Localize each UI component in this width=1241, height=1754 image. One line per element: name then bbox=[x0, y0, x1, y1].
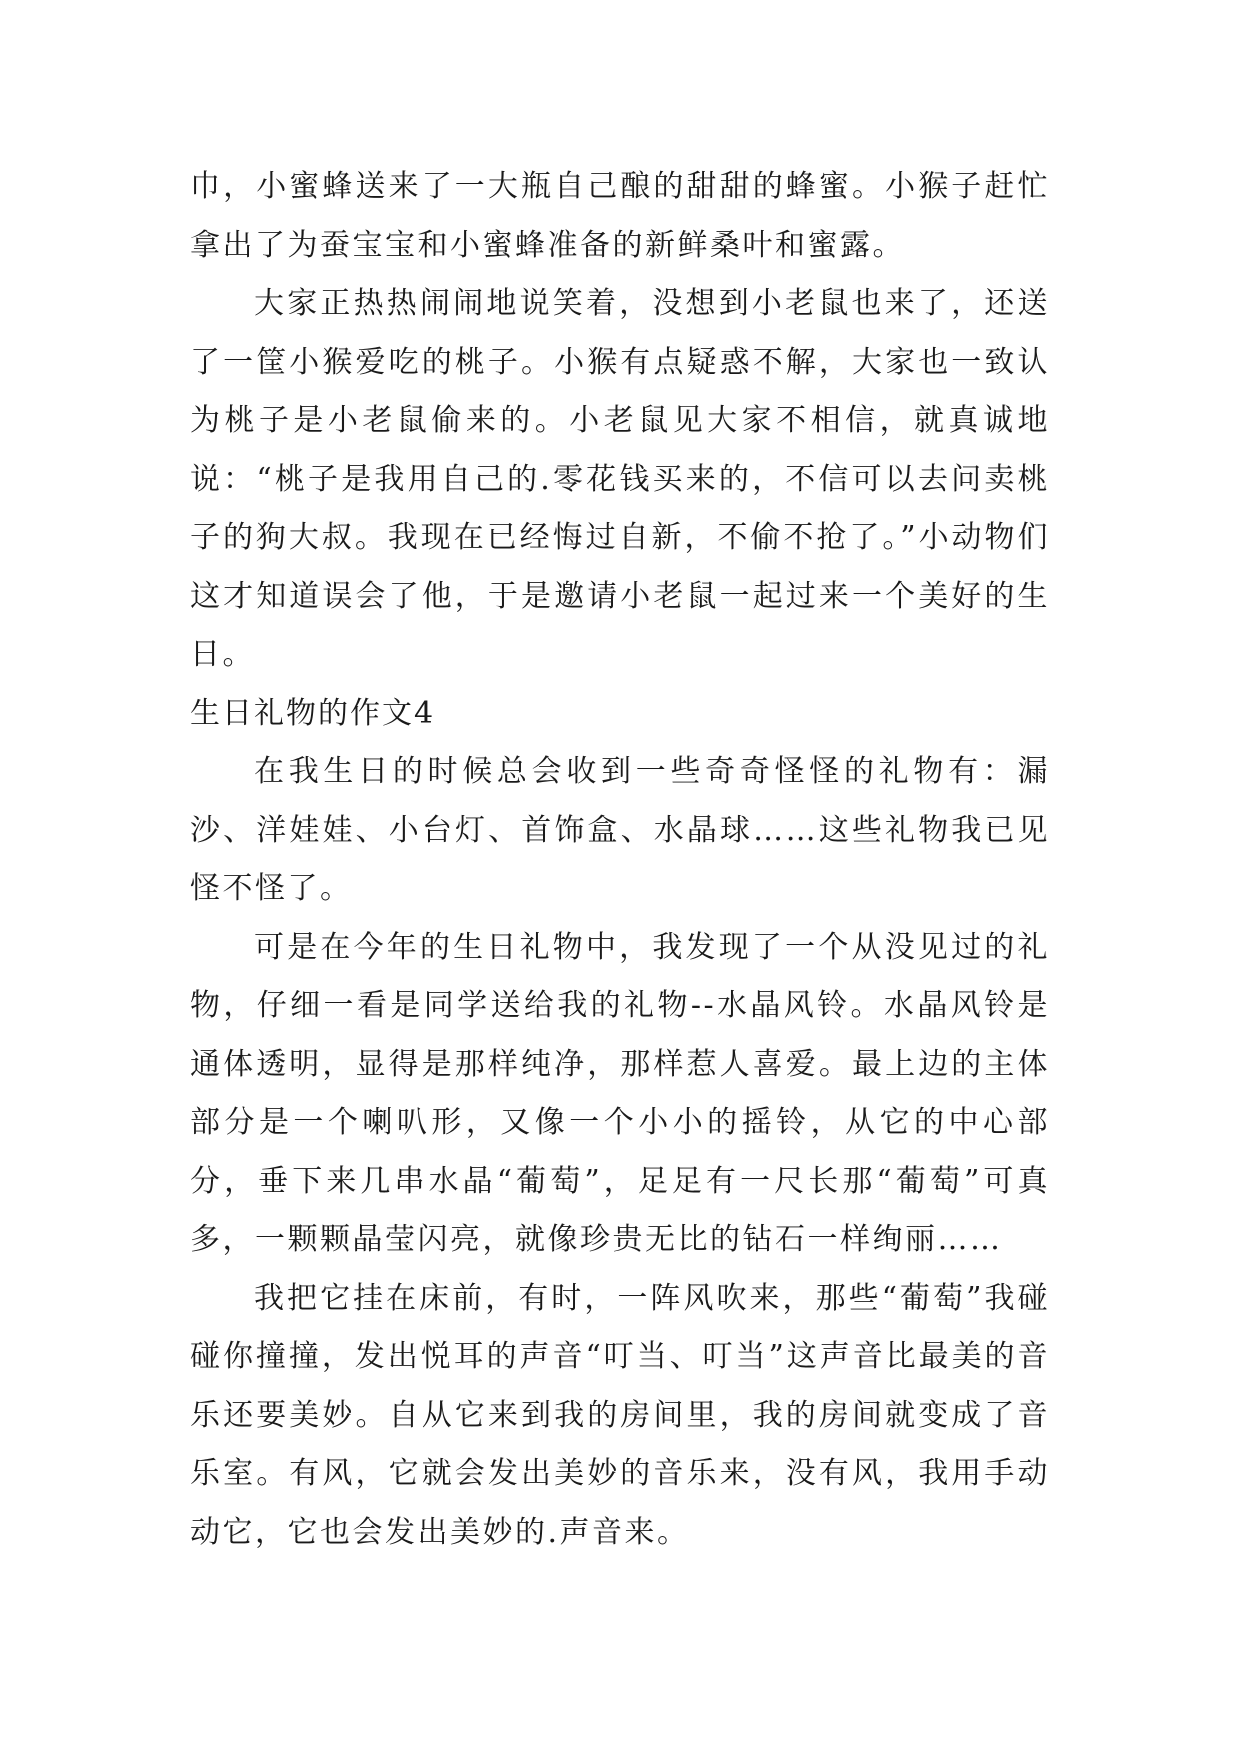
paragraph-crystal-windchime: 可是在今年的生日礼物中，我发现了一个从没见过的礼物，仔细一看是同学送给我的礼物--水晶风铃。水晶风铃是通体透明，显得是那样纯净，那样惹人喜爱。最上边的主体部分是一个喇叭形，又像一个小小的摇铃，从它的中心部分，垂下来几串水晶“葡萄”，足足有一尺长那“葡萄”可真多，一颗颗晶莹闪亮，就像珍贵无比的钻石一样绚丽…… bbox=[190, 929, 1050, 1257]
essay-heading: 生日礼物的作文4 bbox=[190, 695, 436, 731]
paragraph-strange-gifts: 在我生日的时候总会收到一些奇奇怪怪的礼物有：漏沙、洋娃娃、小台灯、首饰盒、水晶球……这些礼物我已见怪不怪了。 bbox=[190, 754, 1050, 906]
paragraph-music-room: 我把它挂在床前，有时，一阵风吹来，那些“葡萄”我碰碰你撞撞，发出悦耳的声音“叮当、叮当”这声音比最美的音乐还要美妙。自从它来到我的房间里，我的房间就变成了音乐室。有风，它就会发出美妙的音乐来，没有风，我用手动动它，它也会发出美妙的.声音来。 bbox=[190, 1280, 1050, 1550]
document-body bbox=[190, 158, 1050, 1562]
paragraph-continued: 巾，小蜜蜂送来了一大瓶自己酿的甜甜的蜂蜜。小猴子赶忙拿出了为蚕宝宝和小蜜蜂准备的新鲜桑叶和蜜露。 bbox=[190, 169, 1050, 263]
paragraph-mouse-gift: 大家正热热闹闹地说笑着，没想到小老鼠也来了，还送了一筐小猴爱吃的桃子。小猴有点疑惑不解，大家也一致认为桃子是小老鼠偷来的。小老鼠见大家不相信，就真诚地说：“桃子是我用自己的.零花钱买来的，不信可以去问卖桃子的狗大叔。我现在已经悔过自新，不偷不抢了。”小动物们这才知道误会了他，于是邀请小老鼠一起过来一个美好的生日。 bbox=[190, 286, 1050, 672]
